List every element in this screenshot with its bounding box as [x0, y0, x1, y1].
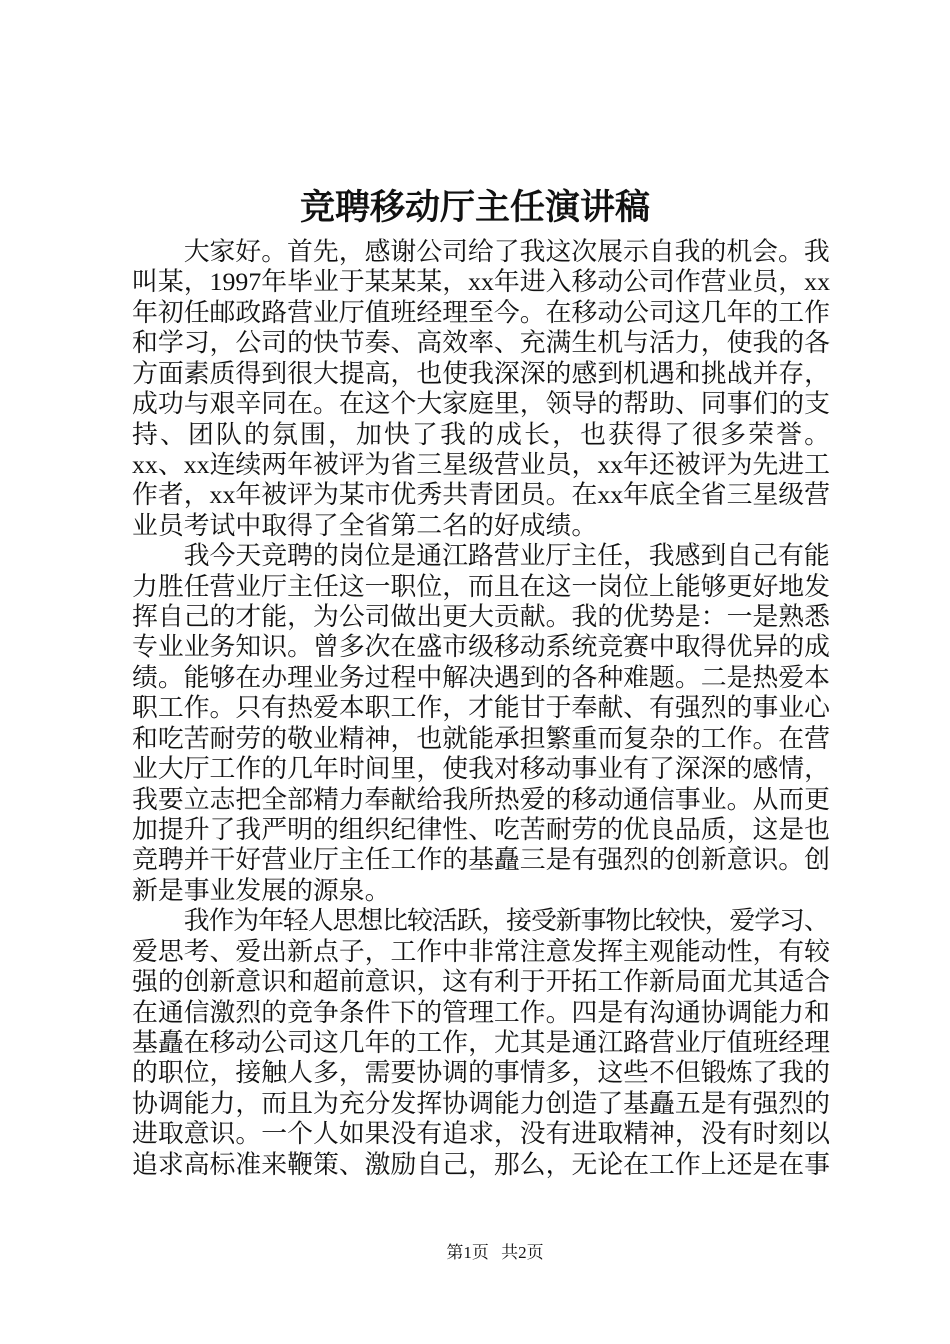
text-line: 大家好。首先，感谢公司给了我这次展示自我的机会。我 [183, 237, 830, 266]
text-line: 力胜任营业厅主任这一职位，而且在这一岗位上能够更好地发 [132, 571, 830, 601]
text-line: 年初任邮政路营业厅值班经理至今。在移动公司这几年的工作 [132, 297, 830, 327]
paragraph-3 [132, 906, 830, 1180]
text-line: 我要立志把全部精力奉献给我所热爱的移动通信事业。从而更 [132, 784, 830, 814]
text-line: 我今天竞聘的岗位是通江路营业厅主任，我感到自己有能 [183, 541, 830, 571]
page-number-footer: 第1页 共2页 [446, 1243, 544, 1262]
text-line: 和吃苦耐劳的敬业精神，也就能承担繁重而复杂的工作。在营 [132, 723, 830, 753]
text-line: 和学习，公司的快节奏、高效率、充满生机与活力，使我的各 [132, 328, 830, 358]
text-line: 作者，xx年被评为某市优秀共青团员。在xx年底全省三星级营 [132, 480, 830, 510]
text-line: 业员考试中取得了全省第二名的好成绩。 [132, 510, 598, 540]
document-body [132, 237, 833, 1180]
text-line: 我作为年轻人思想比较活跃，接受新事物比较快，爱学习、 [183, 906, 829, 936]
text-line: 成功与艰辛同在。在这个大家庭里，领导的帮助、同事们的支 [132, 389, 830, 419]
text-line: 专业业务知识。曾多次在盛市级移动系统竞赛中取得优异的成 [132, 632, 830, 662]
text-line: 业大厅工作的几年时间里，使我对移动事业有了深深的感情， [132, 754, 830, 784]
text-line: 新是事业发展的源泉。 [132, 875, 391, 905]
text-line: 追求高标准来鞭策、激励自己，那么，无论在工作上还是在事 [132, 1149, 830, 1179]
paragraph-1 [132, 237, 833, 541]
text-line: xx、xx连续两年被评为省三星级营业员，xx年还被评为先进工 [132, 449, 830, 479]
text-line: 基矗在移动公司这几年的工作，尤其是通江路营业厅值班经理 [132, 1027, 830, 1057]
text-line: 职工作。只有热爱本职工作，才能甘于奉献、有强烈的事业心 [132, 693, 830, 723]
text-line: 协调能力，而且为充分发挥协调能力创造了基矗五是有强烈的 [132, 1088, 830, 1118]
text-line: 竞聘并干好营业厅主任工作的基矗三是有强烈的创新意识。创 [132, 845, 830, 875]
document-title: 竞聘移动厅主任演讲稿 [299, 188, 650, 227]
text-line: 挥自己的才能，为公司做出更大贡献。我的优势是：一是熟悉 [132, 602, 830, 632]
text-line: 加提升了我严明的组织纪律性、吃苦耐劳的优良品质，这是也 [132, 815, 830, 845]
text-line: 在通信激烈的竞争条件下的管理工作。四是有沟通协调能力和 [132, 997, 830, 1027]
text-line: 强的创新意识和超前意识，这有利于开拓工作新局面尤其适合 [132, 967, 830, 997]
text-line: 爱思考、爱出新点子，工作中非常注意发挥主观能动性，有较 [132, 936, 830, 966]
text-line: 叫某，1997年毕业于某某某，xx年进入移动公司作营业员，xx [132, 267, 830, 297]
text-line: 进取意识。一个人如果没有追求，没有进取精神，没有时刻以 [132, 1119, 830, 1149]
text-line: 方面素质得到很大提高，也使我深深的感到机遇和挑战并存， [132, 358, 830, 388]
text-line: 持、团队的氛围，加快了我的成长，也获得了很多荣誉。 [132, 419, 833, 449]
paragraph-2 [132, 541, 830, 906]
text-line: 的职位，接触人多，需要协调的事情多，这些不但锻炼了我的 [132, 1058, 830, 1088]
text-line: 绩。能够在办理业务过程中解决遇到的各种难题。二是热爱本 [132, 662, 830, 692]
